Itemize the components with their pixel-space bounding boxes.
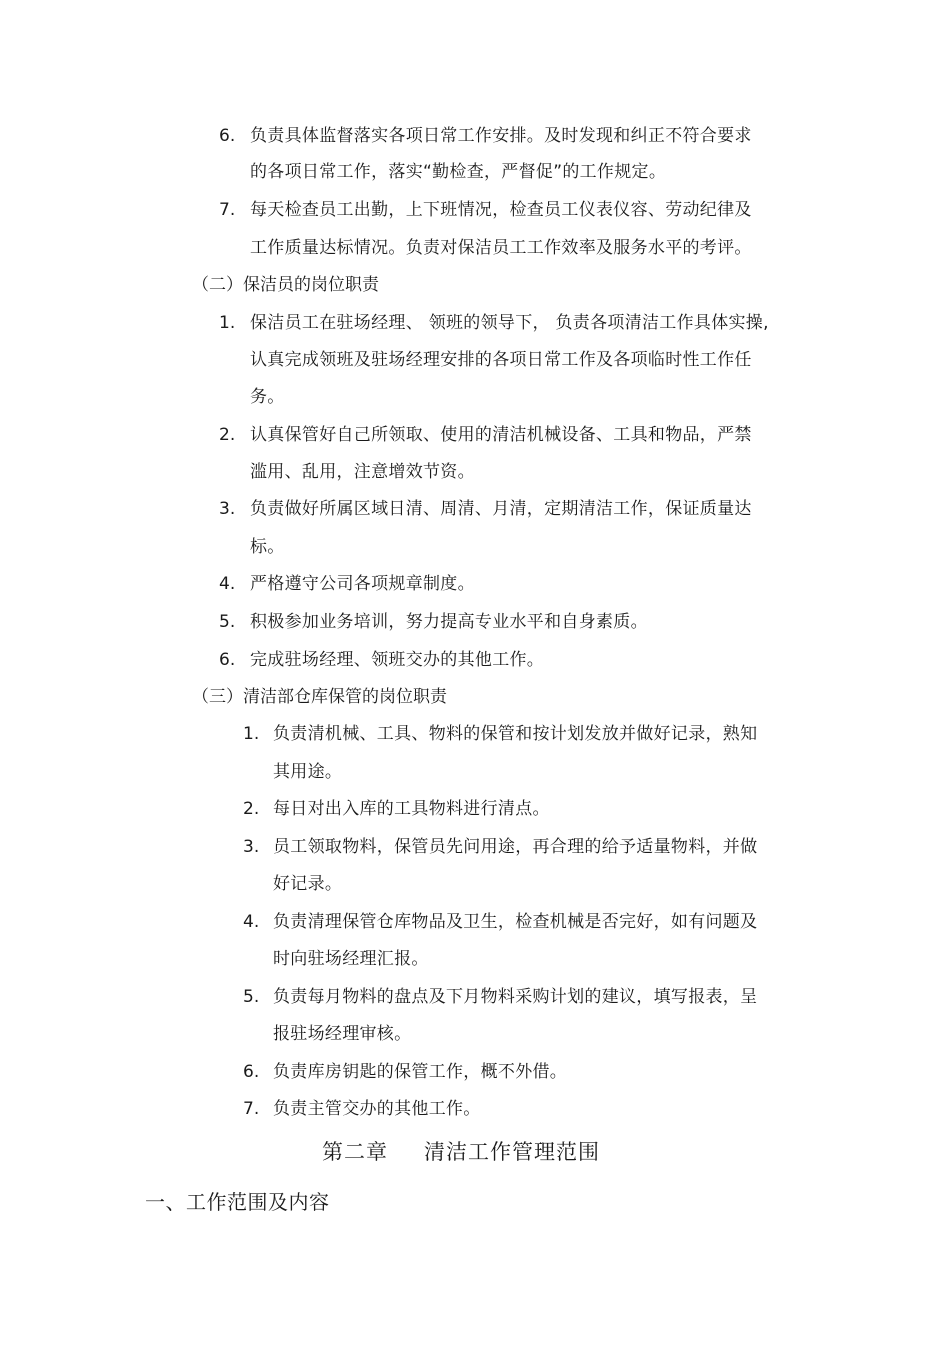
item-text-line: 负责做好所属区域日清、周清、月清，定期清洁工作，保证质量达 (250, 499, 752, 519)
item-text-line: 标。 (250, 537, 285, 557)
item-text-line: 负责每月物料的盘点及下月物料采购计划的建议，填写报表，呈 (273, 987, 758, 1007)
item-number: 5. (219, 612, 236, 632)
item-text-line: 积极参加业务培训，努力提高专业水平和自身素质。 (250, 612, 648, 632)
item-number: 2. (219, 425, 236, 445)
item-text-line: 完成驻场经理、领班交办的其他工作。 (250, 650, 545, 670)
chapter-label: 第二章 (322, 1140, 388, 1164)
section-heading-warehouse-duties: （三）清洁部仓库保管的岗位职责 (192, 687, 447, 707)
section-title: 一、工作范围及内容 (145, 1190, 330, 1214)
item-number: 3. (243, 837, 260, 857)
section-heading-cleaner-duties: （二）保洁员的岗位职责 (192, 275, 379, 295)
item-text-line: 严格遵守公司各项规章制度。 (250, 574, 475, 594)
item-text-line: 负责清理保管仓库物品及卫生，检查机械是否完好，如有问题及 (273, 912, 758, 932)
item-text-line: 工作质量达标情况。负责对保洁员工工作效率及服务水平的考评。 (250, 238, 752, 258)
item-text-line: 每天检查员工出勤，上下班情况，检查员工仪表仪容、劳动纪律及 (250, 200, 752, 220)
item-text-line: 滥用、乱用，注意增效节资。 (250, 462, 475, 482)
item-text-line: 报驻场经理审核。 (273, 1024, 412, 1044)
item-text-line: 时向驻场经理汇报。 (273, 949, 429, 969)
item-text-line: 负责清机械、工具、物料的保管和按计划发放并做好记录，熟知 (273, 724, 758, 744)
item-text-line: 每日对出入库的工具物料进行清点。 (273, 799, 550, 819)
item-text-line: 其用途。 (273, 762, 343, 782)
item-text-line: 员工领取物料，保管员先问用途，再合理的给予适量物料，并做 (273, 837, 758, 857)
item-text-line: 的各项日常工作，落实“勤检查，严督促”的工作规定。 (250, 162, 667, 182)
item-number: 6. (219, 650, 236, 670)
item-number: 5. (243, 987, 260, 1007)
item-text-line: 保洁员工在驻场经理、 领班的领导下， 负责各项清洁工作具体实操, (250, 313, 769, 333)
item-text-line: 负责库房钥匙的保管工作，概不外借。 (273, 1062, 568, 1082)
chapter-heading (322, 1138, 600, 1166)
item-number: 4. (219, 574, 236, 594)
item-number: 1. (219, 313, 236, 333)
item-number: 4. (243, 912, 260, 932)
item-number: 7. (243, 1099, 260, 1119)
item-number: 6. (243, 1062, 260, 1082)
chapter-title: 清洁工作管理范围 (424, 1140, 600, 1164)
item-text-line: 好记录。 (273, 874, 343, 894)
item-text-line: 务。 (250, 387, 285, 407)
item-number: 2. (243, 799, 260, 819)
item-text-line: 负责具体监督落实各项日常工作安排。及时发现和纠正不符合要求 (250, 126, 752, 146)
item-text-line: 认真保管好自己所领取、使用的清洁机械设备、工具和物品，严禁 (250, 425, 752, 445)
item-number: 1. (243, 724, 260, 744)
item-number: 6. (219, 126, 236, 146)
item-number: 7. (219, 200, 236, 220)
item-number: 3. (219, 499, 236, 519)
item-text-line: 认真完成领班及驻场经理安排的各项日常工作及各项临时性工作任 (250, 350, 752, 370)
item-text-line: 负责主管交办的其他工作。 (273, 1099, 481, 1119)
